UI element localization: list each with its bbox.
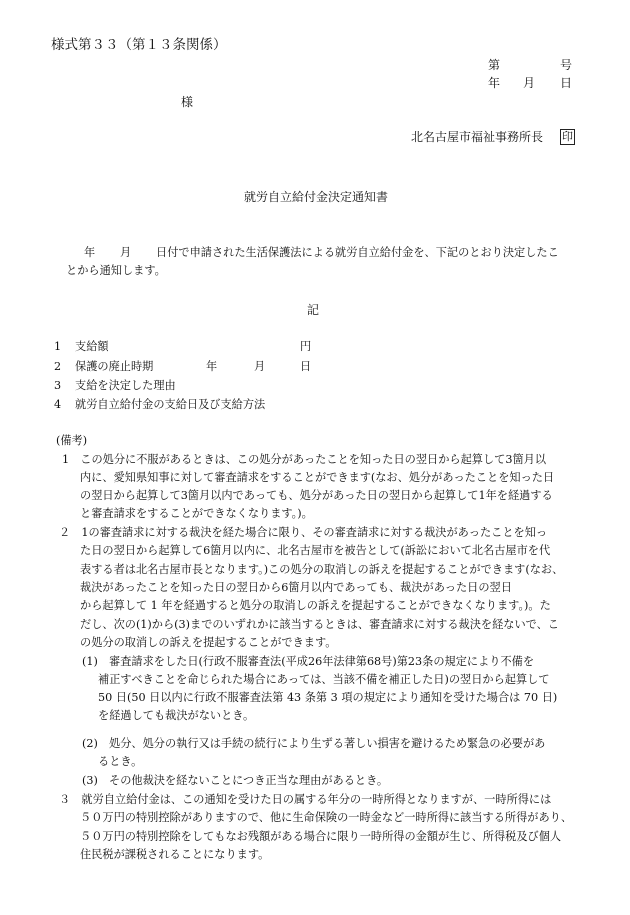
item-2-label: 保護の廃止時期 <box>75 360 154 373</box>
sub-3-line: (3) その他裁決を経ないことにつき正当な理由があるとき。 <box>82 774 389 787</box>
intro-month: 月 <box>120 246 132 259</box>
sub-2-line: (2) 処分、処分の執行又は手続の続行により生ずる著しい損害を避けるため緊急の必要があ <box>82 737 546 750</box>
date-year: 年 <box>488 76 501 90</box>
seal-box: 印 <box>562 130 573 143</box>
number-label-go: 号 <box>560 58 573 72</box>
item-3-num: 3 <box>54 379 62 392</box>
sub-1-line: (1) 審査請求をした日(行政不服審査法(平成26年法律第68号)第23条の規定により不備を <box>82 655 535 668</box>
notes-heading: (備考) <box>56 434 88 447</box>
note-3-line: ５０万円の特別控除をしてもなお残額がある場合に限り一時所得の金額が生じ、所得税及び個人 <box>80 830 562 843</box>
addressee-suffix: 様 <box>181 95 194 109</box>
sub-1-line: を経過しても裁決がないとき。 <box>98 709 255 722</box>
intro-year: 年 <box>84 246 96 259</box>
note-2-line: だし、次の(1)から(3)までのいずれかに該当するときは、審査請求に対する裁決を経ないで、こ <box>80 618 559 631</box>
note-2-line: から起算して 1 年を経過すると処分の取消しの訴えを提起することができなくなります。)。た <box>80 599 551 612</box>
item-1-label: 支給額 <box>75 340 109 353</box>
note-2-line: た日の翌日から起算して6箇月以内に、北名古屋市を被告として(訴訟において北名古屋市を代 <box>80 544 551 557</box>
item-2-num: 2 <box>54 360 62 373</box>
intro-line2: とから通知します。 <box>66 264 166 277</box>
item-4-label: 就労自立給付金の支給日及び支給方法 <box>75 398 266 411</box>
sub-1-line: 50 日(50 日以内に行政不服審査法第 43 条第 3 項の規定により通知を受けた場合は 70 日) <box>98 691 558 704</box>
number-label-dai: 第 <box>488 58 501 72</box>
item-2-month: 月 <box>254 360 266 373</box>
note-1-line: 1 この処分に不服があるときは、この処分があったことを知った日の翌日から起算して3箇月以 <box>62 453 547 466</box>
intro-line1: 日付で申請された生活保護法による就労自立給付金を、下記のとおり決定したこ <box>156 246 559 259</box>
ki-label: 記 <box>307 303 320 317</box>
note-2-line: の処分の取消しの訴えを提起することができます。 <box>80 636 337 649</box>
note-1-line: と審査請求をすることができなくなります。)。 <box>80 507 313 520</box>
form-label: 様式第３３（第１３条関係） <box>51 37 227 53</box>
note-2-line: 表する者は北名古屋市長となります。)この処分の取消しの訴えを提起することができます(なお、 <box>80 563 564 576</box>
note-1-line: の翌日から起算して3箇月以内であっても、処分があった日の翌日から起算して1年を経過する <box>80 489 553 502</box>
item-1-suffix: 円 <box>300 340 312 353</box>
note-2-line: ２ 1の審査請求に対する裁決を経た場合に限り、その審査請求に対する裁決があったことを知っ <box>59 526 548 539</box>
note-3-line: ３ 就労自立給付金は、この通知を受けた日の属する年分の一時所得となりますが、一時所得には <box>59 793 552 806</box>
item-4-num: 4 <box>54 398 62 411</box>
note-1-line: 内に、愛知県知事に対して審査請求をすることができます(なお、処分があったことを知った日 <box>80 471 555 484</box>
date-month: 月 <box>523 76 536 90</box>
document-title: 就労自立給付金決定通知書 <box>244 190 389 204</box>
issuer-name: 北名古屋市福祉事務所長 <box>411 130 544 144</box>
item-1-num: 1 <box>54 340 62 353</box>
item-3-label: 支給を決定した理由 <box>75 379 176 392</box>
sub-1-line: 補正すべきことを命じられた場合にあっては、当該不備を補正した日)の翌日から起算して <box>98 673 550 686</box>
item-2-day: 日 <box>300 360 312 373</box>
date-day: 日 <box>560 76 573 90</box>
sub-2-line: るとき。 <box>98 755 143 768</box>
note-2-line: 裁決があったことを知った日の翌日から6箇月以内であっても、裁決があった日の翌日 <box>80 581 512 594</box>
note-3-line: 住民税が課税されることになります。 <box>80 848 270 861</box>
note-3-line: ５０万円の特別控除がありますので、他に生命保険の一時金など一時所得に該当する所得があり、 <box>80 811 573 824</box>
item-2-year: 年 <box>206 360 218 373</box>
